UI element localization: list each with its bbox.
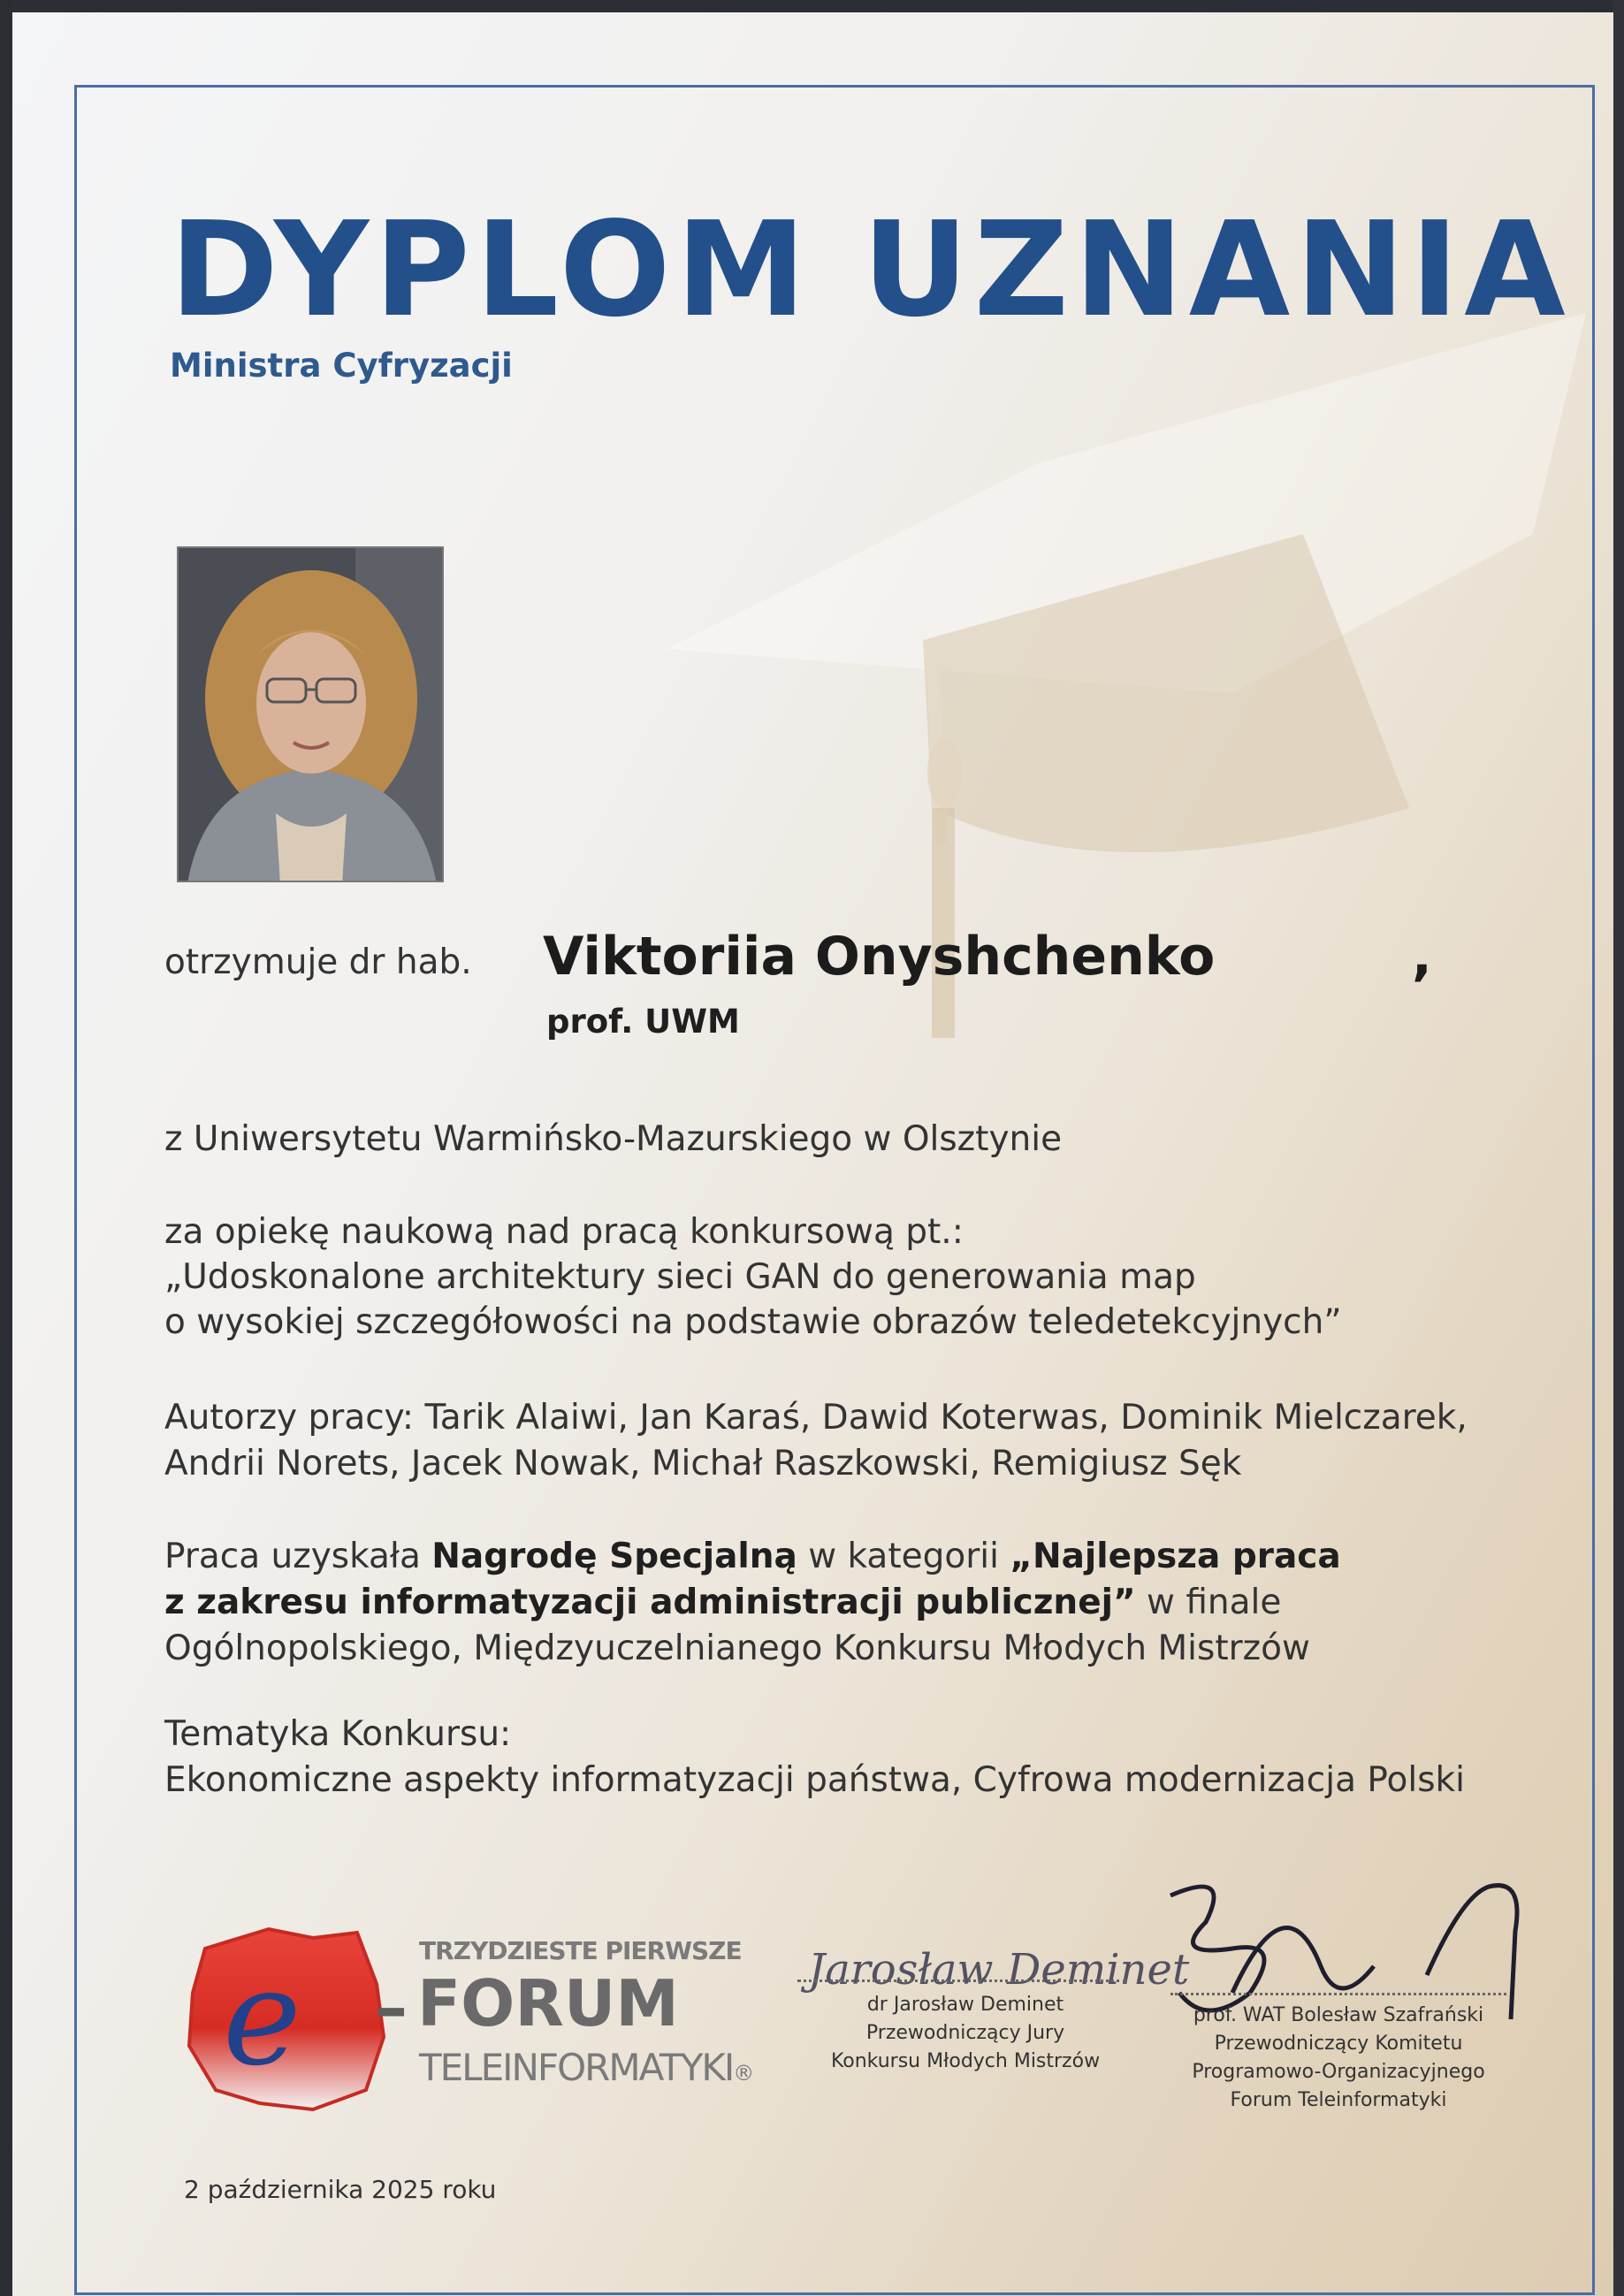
forum-teleinformatyki-logo: [180, 1913, 753, 2117]
logo-line-2: FORUM: [417, 1966, 679, 2040]
theme-text: Ekonomiczne aspekty informatyzacji państwa, Cyfrowa modernizacja Polski: [164, 1760, 1465, 1800]
thesis-title-line-1: „Udoskonalone architektury sieci GAN do generowania map: [164, 1257, 1196, 1297]
signer-role: Programowo-Organizacyjnego: [1192, 2060, 1485, 2083]
signer-role: Forum Teleinformatyki: [1230, 2088, 1447, 2111]
signature-caption-2: [1170, 2002, 1506, 2115]
supervision-line-1: za opiekę naukową nad pracą konkursową pt.:: [164, 1212, 964, 1252]
recipient-name: Viktoriia Onyshchenko: [543, 926, 1216, 988]
issue-date: 2 października 2025 roku: [184, 2175, 497, 2204]
award-text: w finale: [1135, 1583, 1282, 1622]
award-line-2: [164, 1583, 1281, 1622]
frame-edge-left: [0, 0, 12, 2296]
logo-line-3-text: TELEINFORMATYKI: [419, 2046, 734, 2089]
award-line-1: [164, 1537, 1341, 1576]
recipient-prefix: otrzymuje dr hab.: [164, 942, 472, 982]
award-name: Nagrodę Specjalną: [431, 1537, 797, 1576]
award-category: z zakresu informatyzacji administracji publicznej”: [164, 1583, 1136, 1622]
signer-role: Przewodniczący Jury: [865, 2021, 1065, 2044]
signature-deminet: Jarosław Deminet: [808, 1945, 1190, 1995]
diploma-paper: [12, 12, 1613, 2296]
signature-line-2: [1170, 1993, 1506, 1995]
recipient-name-comma: ,: [1412, 926, 1432, 988]
diploma-title: DYPLOM UZNANIA: [170, 194, 1571, 346]
registered-mark: ®: [733, 2061, 753, 2086]
signer-role: Przewodniczący Komitetu: [1214, 2032, 1463, 2055]
logo-line-1: TRZYDZIESTE PIERWSZE: [419, 1936, 742, 1965]
thesis-title-line-2: o wysokiej szczegółowości na podstawie obrazów teledetekcyjnych”: [164, 1302, 1342, 1342]
authors-line-2: Andrii Norets, Jacek Nowak, Michał Raszkowski, Remigiusz Sęk: [164, 1444, 1242, 1484]
recipient-title: prof. UWM: [546, 1003, 740, 1041]
signature-caption-1: [797, 1991, 1133, 2076]
signature-line-1: [797, 1979, 1126, 1982]
award-text: w kategorii: [797, 1537, 1010, 1576]
signer-name: dr Jarosław Deminet: [866, 1994, 1064, 2016]
signer-role: Konkursu Młodych Mistrzów: [830, 2049, 1101, 2072]
award-text: Praca uzyskała: [164, 1537, 432, 1576]
logo-line-3: [419, 2046, 752, 2089]
signer-name: prof. WAT Bolesław Szafrański: [1193, 2004, 1484, 2026]
logo-line-2-dash: –: [375, 1970, 408, 2046]
recipient-photo: [177, 546, 444, 882]
frame-edge: [0, 0, 1624, 12]
logo-e-mark: e: [223, 1941, 301, 2095]
university: z Uniwersytetu Warmińsko-Mazurskiego w Olsztynie: [164, 1119, 1063, 1159]
award-line-3: Ogólnopolskiego, Międzyuczelnianego Konkursu Młodych Mistrzów: [164, 1629, 1310, 1668]
award-category: „Najlepsza praca: [1010, 1537, 1341, 1576]
diploma-subtitle: Ministra Cyfryzacji: [170, 347, 513, 385]
frame-edge-right: [1613, 0, 1624, 2296]
authors-line-1: Autorzy pracy: Tarik Alaiwi, Jan Karaś, Dawid Koterwas, Dominik Mielczarek,: [164, 1398, 1468, 1438]
theme-label: Tematyka Konkursu:: [164, 1714, 512, 1754]
poland-map-icon: [180, 1913, 393, 2117]
